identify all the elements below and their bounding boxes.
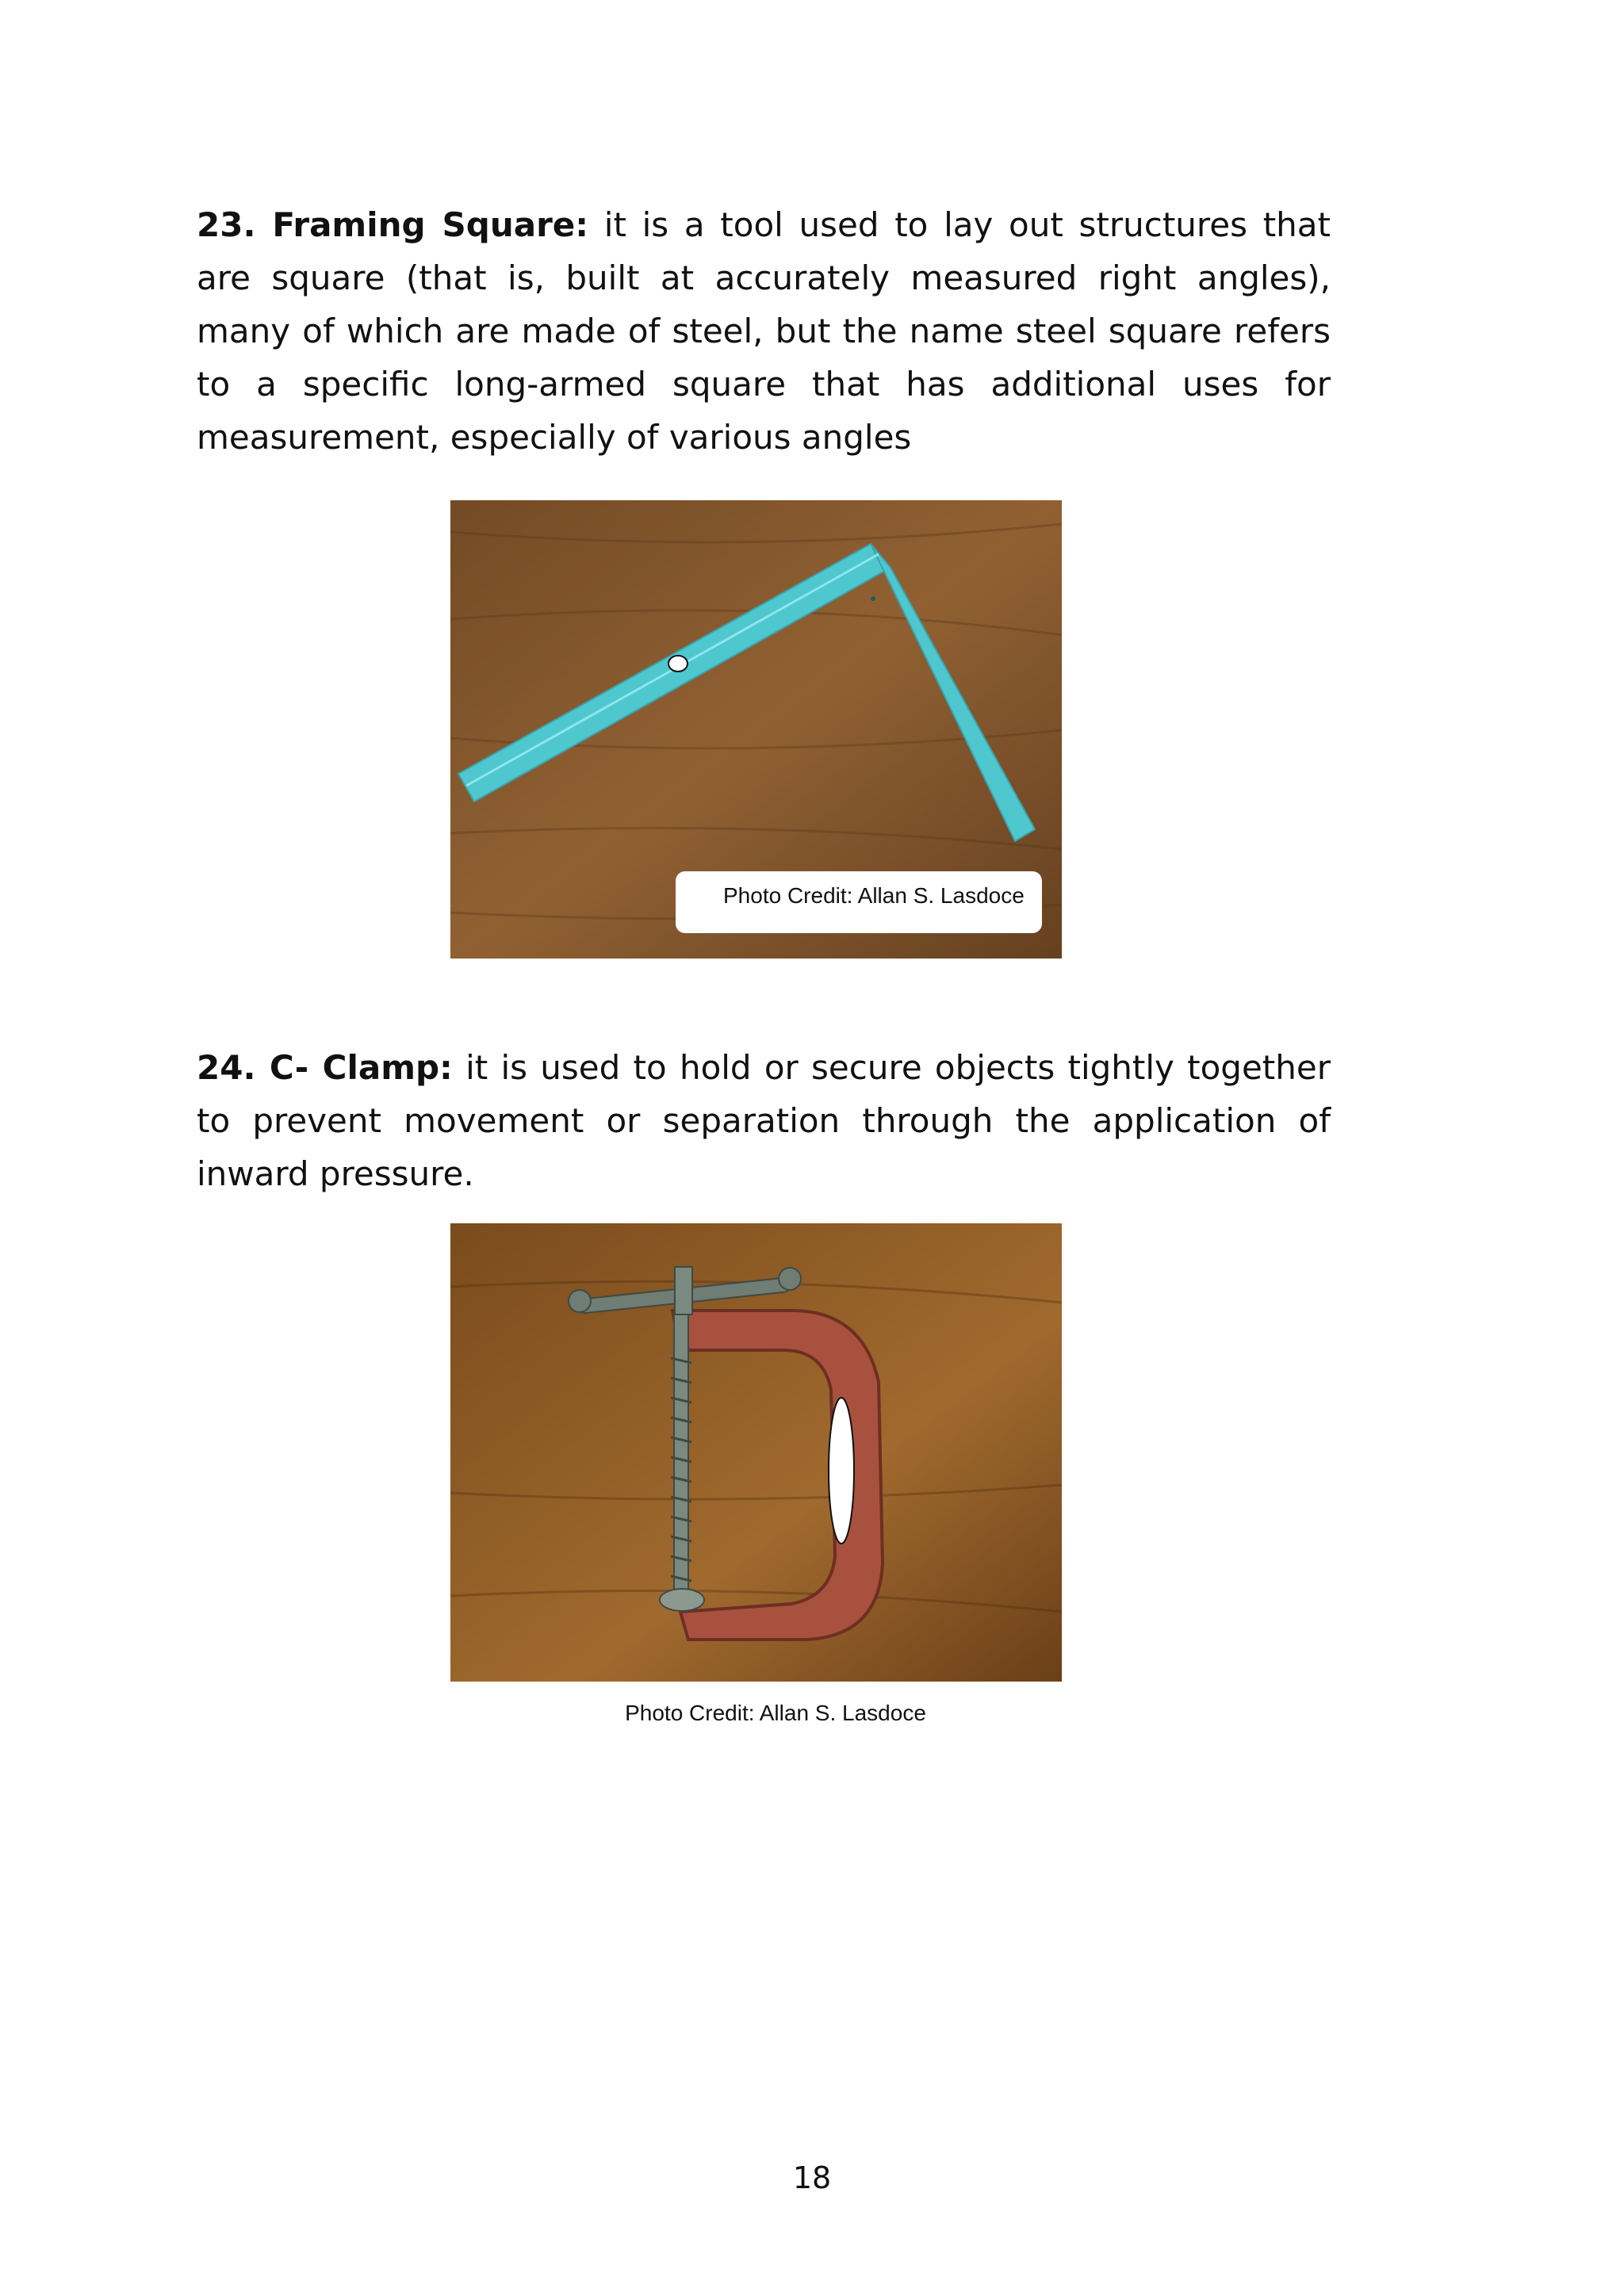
photo-credit-box: Photo Credit: Allan S. Lasdoce — [676, 871, 1042, 933]
photo-credit-caption: Photo Credit: Allan S. Lasdoce — [625, 1701, 926, 1725]
c-clamp-description: it is used to hold or secure objects tightly together to prevent movement or separation through the application of inward pressure. — [197, 1048, 1331, 1193]
page-number: 18 — [792, 2160, 832, 2195]
framing-square-heading: 23. Framing Square: — [197, 205, 589, 244]
framing-square-description: it is a tool used to lay out structures that are square (that is, built at accurately measured right angles), many of which are made of steel, but the name steel square refers to a specific long-armed square that has additional uses for measurement, especially of various angles — [197, 205, 1331, 457]
framing-square-paragraph — [197, 198, 1331, 464]
c-clamp-paragraph — [197, 1041, 1331, 1200]
c-clamp-photo — [450, 1223, 1062, 1682]
c-clamp-heading: 24. C- Clamp: — [197, 1048, 453, 1087]
